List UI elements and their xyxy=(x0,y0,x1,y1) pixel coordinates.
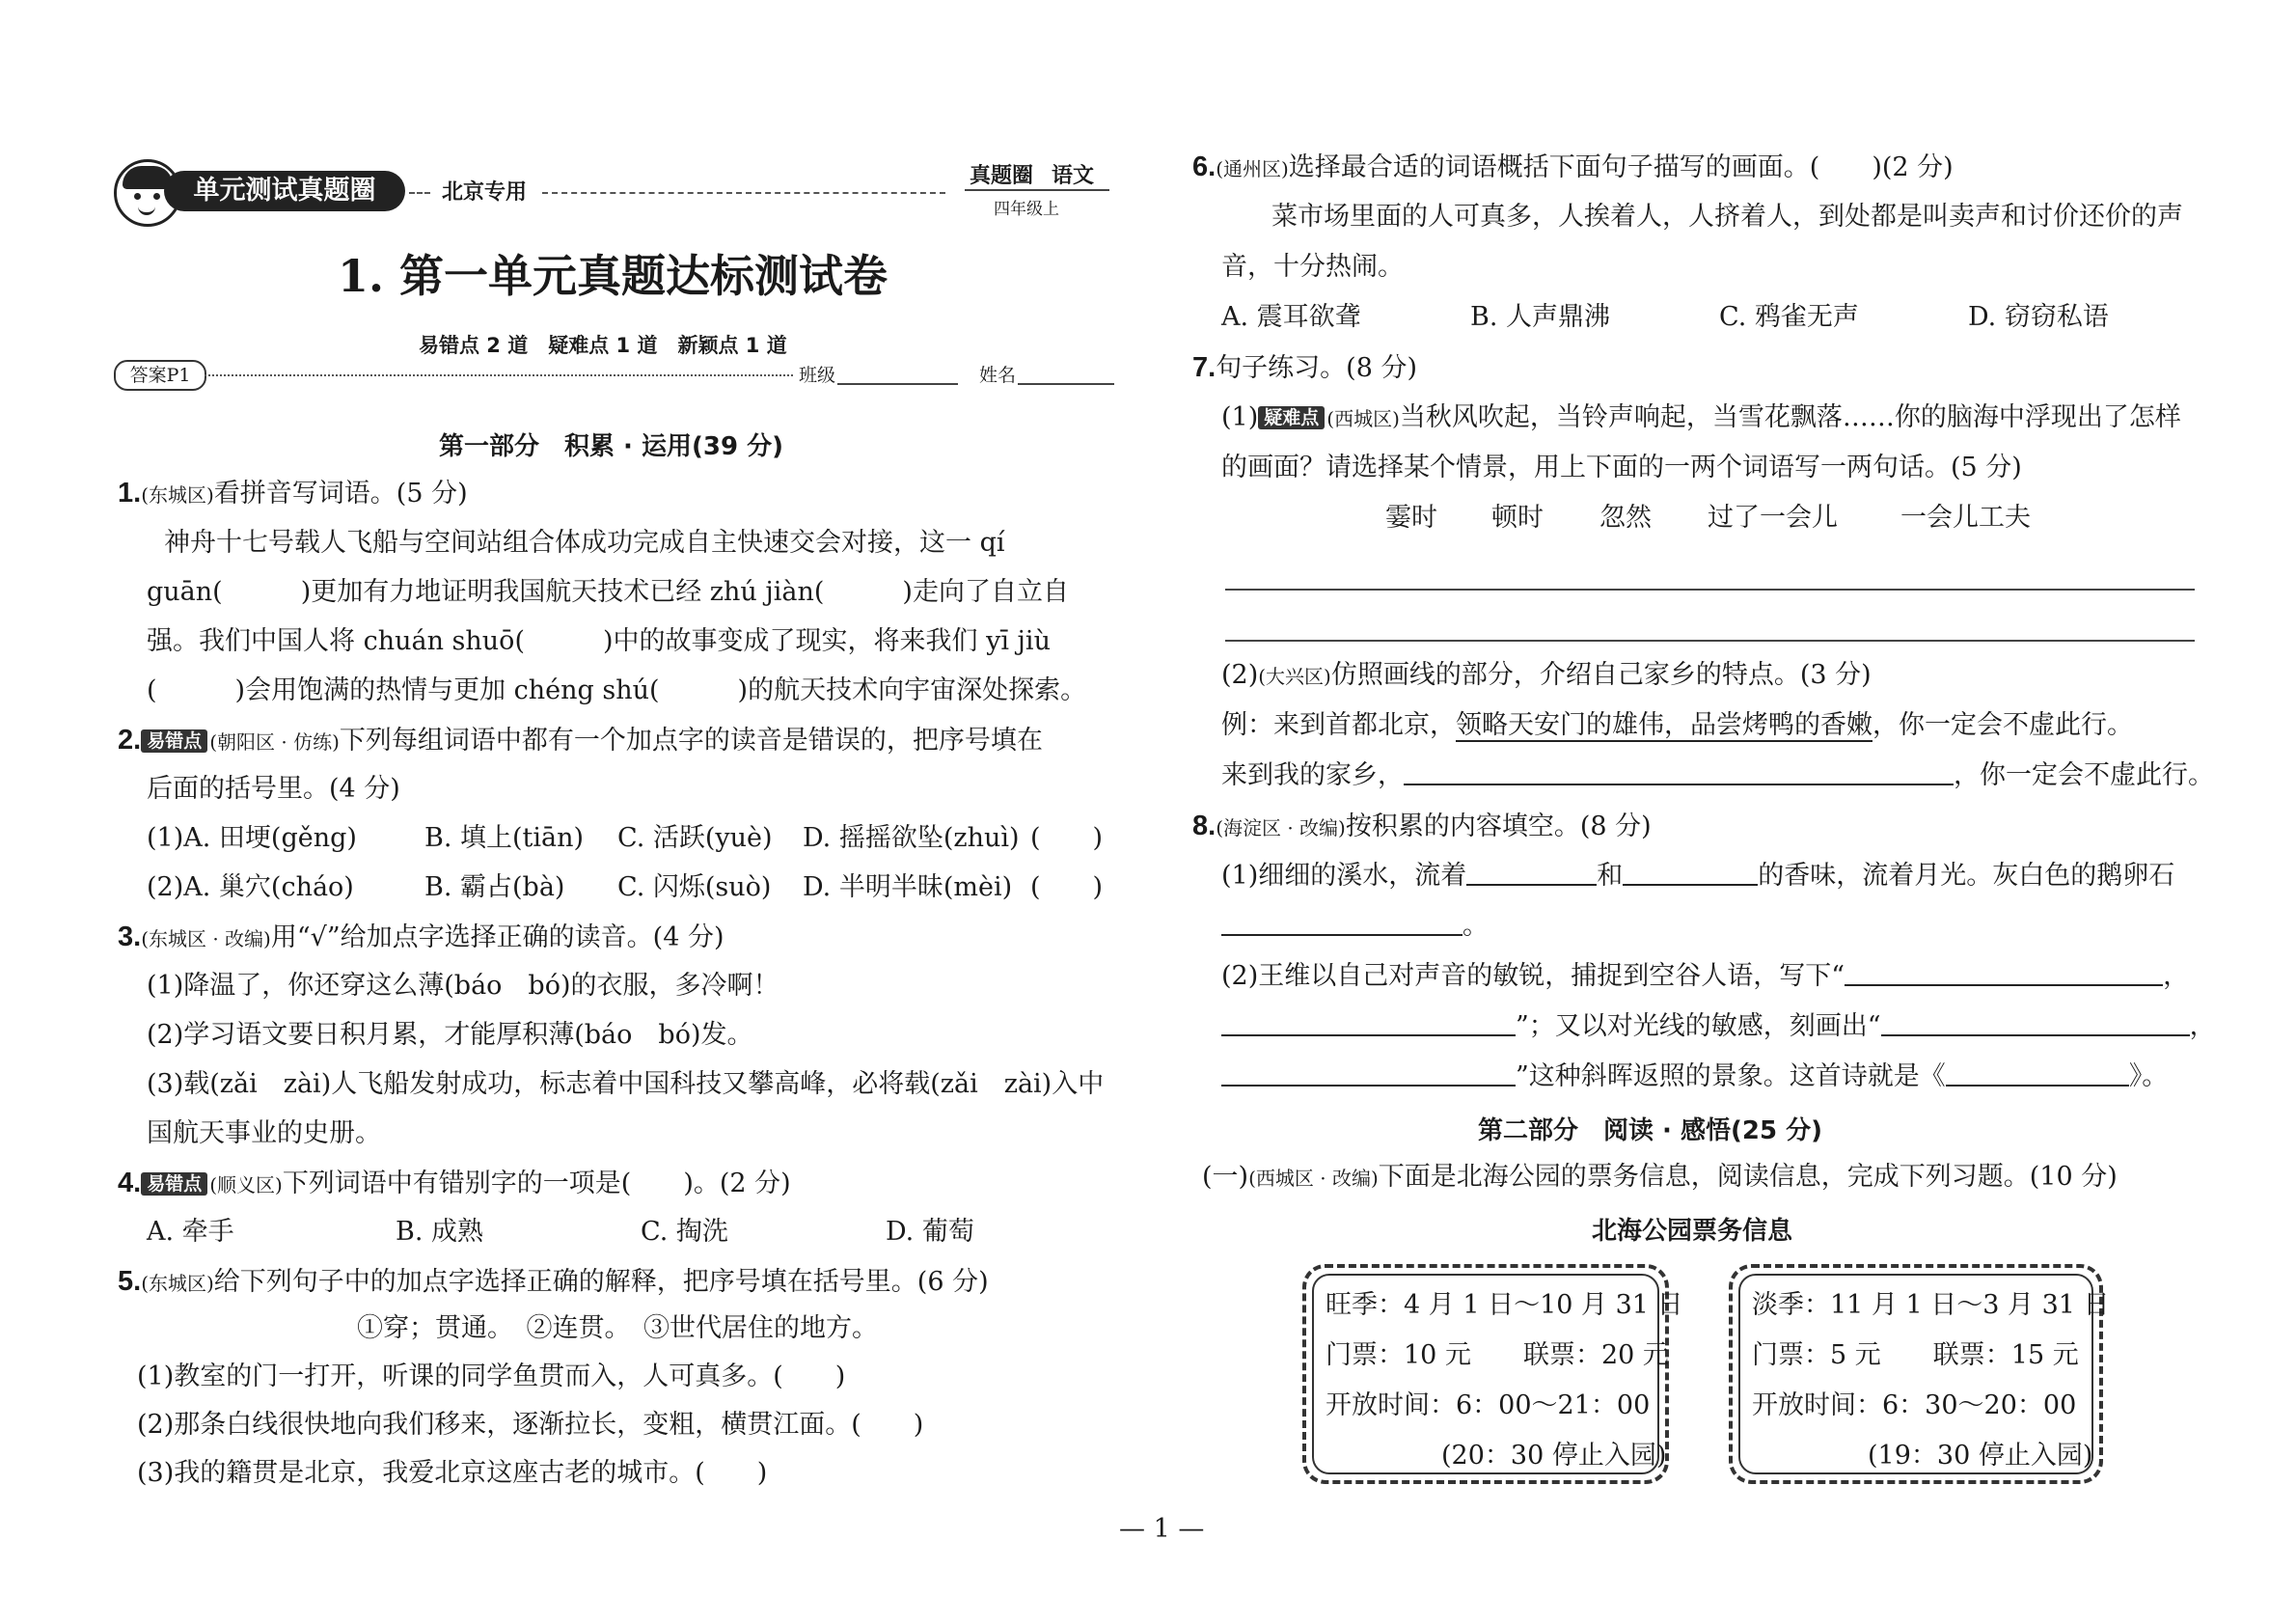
q8-line-2 xyxy=(1221,910,1489,943)
q7-2-text: 仿照画线的部分，介绍自己家乡的特点。(3 分) xyxy=(1330,660,1872,690)
q7-fill-post: ，你一定会不虚此行。 xyxy=(1954,760,2214,790)
q5-num: 5. xyxy=(118,1266,142,1297)
q5-line-2: (2)那条白线很快地向我们移来，逐渐拉长，变粗，横贯江面。( ) xyxy=(137,1410,924,1440)
read1-pre: (一) xyxy=(1202,1162,1249,1192)
q8-line-1 xyxy=(1221,860,2174,893)
q2-region: (朝阳区 · 仿练) xyxy=(209,730,340,754)
ticket-peak-season: 旺季：4 月 1 日～10 月 31 日 xyxy=(1326,1290,1683,1320)
q2-row2-a: (2)A. 巢穴(cháo) xyxy=(147,872,354,902)
q7-1-pre: (1) xyxy=(1221,402,1259,432)
q7-1-stem xyxy=(1221,401,2181,435)
q2-row1-b: B. 填上(tiān) xyxy=(424,823,585,853)
q5-region: (东城区) xyxy=(141,1272,214,1295)
q7-2-example xyxy=(1221,709,2133,742)
q3-line-2: (2)学习语文要日积月累，才能厚积薄(báo bó)发。 xyxy=(147,1020,753,1050)
q7-example-pre: 例：来到首都北京， xyxy=(1221,710,1456,740)
q8-stem xyxy=(1192,810,1652,844)
ticket-off-season: 淡季：11 月 1 日～3 月 31 日 xyxy=(1752,1290,2110,1320)
q8-4b: ， xyxy=(2189,1011,2216,1041)
ticket-off-hours: 开放时间：6：30～20：00 xyxy=(1752,1390,2077,1420)
q7-2-stem xyxy=(1221,659,1872,693)
q8-1c: 的香味，流着月光。灰白色的鹅卵石 xyxy=(1758,861,2175,891)
q6-num: 6. xyxy=(1192,151,1216,182)
q7-1-tag: 疑难点 xyxy=(1258,406,1325,429)
q7-word-4: 过了一会儿 xyxy=(1708,503,1838,533)
read1-stem xyxy=(1202,1161,2118,1195)
stats-line: 易错点 2 道 疑难点 1 道 新颖点 1 道 xyxy=(419,334,787,357)
q5-choices: ①穿；贯通。 ②连贯。 ③世代居住的地方。 xyxy=(357,1313,878,1343)
q7-word-2: 顿时 xyxy=(1491,503,1544,533)
q1-line-3: 强。我们中国人将 chuán shuō( )中的故事变成了现实，将来我们 yī jiù xyxy=(147,626,1051,656)
q6-option-c: C. 鸦雀无声 xyxy=(1719,302,1859,332)
read1-text: 下面是北海公园的票务信息，阅读信息，完成下列习题。(10 分) xyxy=(1378,1162,2118,1192)
answer-dotted-line xyxy=(205,374,793,376)
q7-num: 7. xyxy=(1192,352,1216,383)
q7-answer-line-1[interactable] xyxy=(1225,589,2195,591)
q1-stem xyxy=(118,477,468,511)
q8-line-4 xyxy=(1221,1010,2216,1043)
q6-option-a: A. 震耳欲聋 xyxy=(1221,302,1361,332)
q1-num: 1. xyxy=(118,478,142,509)
q8-text: 按积累的内容填空。(8 分) xyxy=(1345,812,1652,841)
q7-fill-blank[interactable] xyxy=(1404,760,1954,785)
q7-1-line-2: 的画面？请选择某个情景，用上下面的一两个词语写一两句话。(5 分) xyxy=(1221,453,2022,482)
q4-stem xyxy=(118,1167,791,1201)
q7-answer-line-2[interactable] xyxy=(1225,640,2195,642)
q3-line-4: 国航天事业的史册。 xyxy=(147,1118,381,1148)
part2-title: 第二部分 阅读 · 感悟(25 分) xyxy=(1478,1116,1822,1145)
q2-row1-d: D. 摇摇欲坠(zhuì) xyxy=(803,823,1020,853)
q7-stem xyxy=(1192,351,1417,385)
q4-text: 下列词语中有错别字的一项是( )。(2 分) xyxy=(282,1169,791,1198)
q1-region: (东城区) xyxy=(141,483,214,507)
q4-option-b: B. 成熟 xyxy=(396,1217,484,1247)
q8-num: 8. xyxy=(1192,811,1216,841)
q4-option-a: A. 牵手 xyxy=(147,1217,234,1247)
q7-1-region: (西城区) xyxy=(1326,407,1400,430)
q8-2: 。 xyxy=(1462,911,1489,941)
q2-stem xyxy=(118,724,1043,758)
q8-1b: 和 xyxy=(1597,861,1624,891)
q2-text: 下列每组词语中都有一个加点字的读音是错误的，把序号填在 xyxy=(339,726,1043,756)
q6-region: (通州区) xyxy=(1216,157,1289,180)
series-label: 单元测试真题圈 xyxy=(164,171,405,211)
q7-word-5: 一会儿工夫 xyxy=(1900,503,2031,533)
q3-num: 3. xyxy=(118,922,142,952)
header-rule xyxy=(965,189,1109,191)
q1-line-2: guān( )更加有力地证明我国航天技术已经 zhú jiàn( )走向了自立自 xyxy=(147,577,1069,607)
q2-row1-c: C. 活跃(yuè) xyxy=(617,823,773,853)
q5-stem xyxy=(118,1265,989,1300)
ticket-peak-fee: 门票：10 元 联票：20 元 xyxy=(1326,1340,1669,1370)
q2-row1-answer[interactable]: ( ) xyxy=(1030,823,1104,853)
q6-text: 选择最合适的词语概括下面句子描写的画面。( )(2 分) xyxy=(1288,152,1954,182)
q3-stem xyxy=(118,921,724,955)
q7-fill-pre: 来到我的家乡， xyxy=(1221,760,1404,790)
q6-option-b: B. 人声鼎沸 xyxy=(1470,302,1611,332)
q2-row2-d: D. 半明半昧(mèi) xyxy=(803,872,1013,902)
header-dash xyxy=(409,192,430,194)
ticket-peak-hours: 开放时间：6：00～21：00 xyxy=(1326,1390,1651,1420)
q4-option-d: D. 葡萄 xyxy=(886,1217,974,1247)
read1-region: (西城区 · 改编) xyxy=(1248,1167,1379,1190)
q3-line-3: (3)载(zǎi zài)人飞船发射成功，标志着中国科技又攀高峰，必将载(zǎi zài)入中 xyxy=(147,1069,1105,1099)
q8-blank-7[interactable] xyxy=(1221,1061,1516,1087)
ticket-off-fee: 门票：5 元 联票：15 元 xyxy=(1752,1340,2079,1370)
q5-text: 给下列句子中的加点字选择正确的解释，把序号填在括号里。(6 分) xyxy=(213,1267,989,1297)
ticket-box-peak xyxy=(1302,1264,1683,1484)
q7-word-3: 忽然 xyxy=(1599,503,1652,533)
q4-tag: 易错点 xyxy=(141,1172,207,1196)
q7-2-fill xyxy=(1221,759,2214,792)
q7-word-1: 霎时 xyxy=(1385,503,1437,533)
q7-2-region: (大兴区) xyxy=(1258,665,1331,688)
page-title: 1. 第一单元真题达标测试卷 xyxy=(338,250,888,302)
q4-region: (顺义区) xyxy=(209,1173,283,1197)
q3-text: 用“√”给加点字选择正确的读音。(4 分) xyxy=(270,922,724,952)
q8-3b: ， xyxy=(2163,961,2190,991)
q2-tag: 易错点 xyxy=(141,729,207,753)
ticket-info-title: 北海公园票务信息 xyxy=(1592,1217,1793,1246)
header-dash-2 xyxy=(542,192,945,194)
q3-region: (东城区 · 改编) xyxy=(141,927,271,950)
name-input-line[interactable] xyxy=(1018,383,1114,385)
q8-blank-3[interactable] xyxy=(1221,911,1462,936)
q8-5b: 》。 xyxy=(2128,1061,2169,1091)
q2-row2-c: C. 闪烁(suò) xyxy=(617,872,772,902)
q8-line-5 xyxy=(1221,1060,2168,1093)
q8-3a: (2)王维以自己对声音的敏锐，捕捉到空谷人语，写下“ xyxy=(1221,961,1845,991)
q2-stem-2: 后面的括号里。(4 分) xyxy=(147,774,400,804)
part1-title: 第一部分 积累 · 运用(39 分) xyxy=(439,432,783,461)
q6-stem xyxy=(1192,151,1954,185)
q8-blank-2[interactable] xyxy=(1623,861,1758,886)
q5-line-1: (1)教室的门一打开，听课的同学鱼贯而入，人可真多。( ) xyxy=(137,1362,846,1391)
q2-row1-a: (1)A. 田埂(gěng) xyxy=(147,823,357,853)
q8-blank-5[interactable] xyxy=(1221,1011,1516,1036)
page-number: — 1 — xyxy=(1119,1514,1205,1544)
q1-text: 看拼音写词语。(5 分) xyxy=(213,479,468,509)
q6-line-1: 菜市场里面的人可真多，人挨着人，人挤着人，到处都是叫卖声和讨价还价的声 xyxy=(1271,202,2183,232)
q6-line-2: 音，十分热闹。 xyxy=(1221,252,1404,282)
grade-label: 四年级上 xyxy=(994,200,1059,219)
q6-option-d: D. 窃窃私语 xyxy=(1968,302,2109,332)
q8-blank-6[interactable] xyxy=(1881,1011,2190,1036)
q7-1-text: 当秋风吹起，当铃声响起，当雪花飘落……你的脑海中浮现出了怎样 xyxy=(1399,402,2181,432)
q7-2-pre: (2) xyxy=(1221,660,1259,690)
class-input-line[interactable] xyxy=(837,383,958,385)
q8-5a: ”这种斜晖返照的景象。这首诗就是《 xyxy=(1516,1061,1946,1091)
q8-1a: (1)细细的溪水，流着 xyxy=(1221,861,1467,891)
q1-line-4: ( )会用饱满的热情与更加 chéng shú( )的航天技术向宇宙深处探索。 xyxy=(147,675,1087,705)
q2-num: 2. xyxy=(118,725,142,756)
q8-line-3 xyxy=(1221,960,2189,993)
q7-text: 句子练习。(8 分) xyxy=(1216,353,1418,383)
name-label: 姓名 xyxy=(979,365,1017,386)
q8-blank-4[interactable] xyxy=(1845,961,2163,986)
q2-row2-b: B. 霸占(bà) xyxy=(424,872,565,902)
edition-label: 北京专用 xyxy=(442,180,528,205)
q7-example-post: ，你一定会不虚此行。 xyxy=(1872,710,2133,740)
q2-row2-answer[interactable]: ( ) xyxy=(1030,872,1104,902)
ticket-off-note: (19：30 停止入园) xyxy=(1868,1441,2093,1471)
q3-line-1: (1)降温了，你还穿这么薄(báo bó)的衣服，多冷啊！ xyxy=(147,971,779,1001)
ticket-box-off xyxy=(1729,1264,2110,1484)
q8-blank-1[interactable] xyxy=(1466,861,1597,886)
q8-4a: ”；又以对光线的敏感，刻画出“ xyxy=(1516,1011,1881,1041)
brand-label: 真题圈 xyxy=(970,164,1034,188)
q8-blank-8[interactable] xyxy=(1946,1061,2129,1087)
subject-label: 语文 xyxy=(1052,164,1095,188)
ticket-peak-note: (20：30 停止入园) xyxy=(1441,1441,1667,1471)
q7-example-underlined: 领略天安门的雄伟，品尝烤鸭的香嫩 xyxy=(1456,710,1872,740)
q8-region: (海淀区 · 改编) xyxy=(1216,816,1346,839)
q5-line-3: (3)我的籍贯是北京，我爱北京这座古老的城市。( ) xyxy=(137,1458,768,1488)
answer-ref-tag: 答案P1 xyxy=(114,360,206,391)
q4-option-c: C. 掏洗 xyxy=(641,1217,728,1247)
q1-line-1: 神舟十七号载人飞船与空间站组合体成功完成自主快速交会对接，这一 qí xyxy=(164,528,1005,558)
class-label: 班级 xyxy=(799,365,836,386)
q4-num: 4. xyxy=(118,1168,142,1198)
